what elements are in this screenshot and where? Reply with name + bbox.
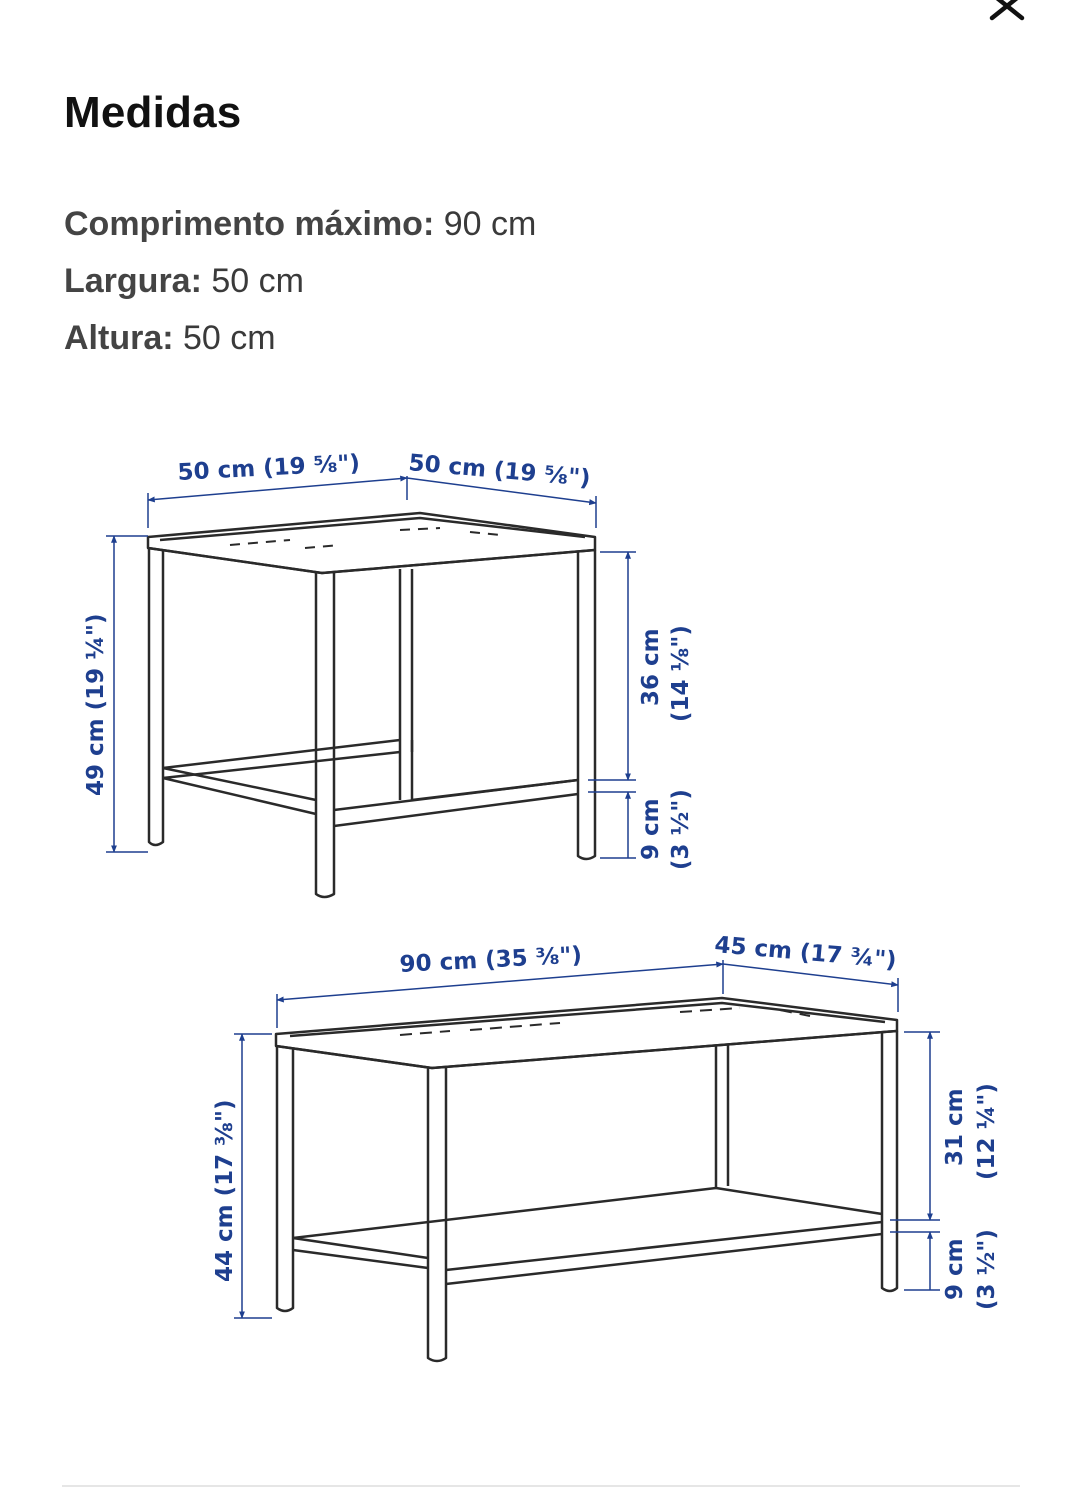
large-table-leg-height-in: (3 ½") — [974, 1229, 1000, 1310]
small-table-width-side: 50 cm (19 ⅝") — [407, 450, 592, 492]
small-table-total-height: 49 cm (19 ¼") — [83, 613, 109, 796]
large-table-upper-height-cm: 31 cm — [942, 1088, 968, 1166]
large-table-leg-height-cm: 9 cm — [942, 1238, 968, 1300]
small-table-leg-height-cm: 9 cm — [638, 798, 664, 860]
close-button[interactable] — [982, 0, 1034, 34]
small-table-upper-height-cm: 36 cm — [638, 628, 664, 706]
spec-height-label: Altura: — [64, 319, 174, 357]
spec-length-label: Comprimento máximo: — [64, 205, 435, 243]
spec-length — [64, 196, 536, 253]
small-table-drawing — [148, 513, 595, 897]
small-table-leg-height-in: (3 ½") — [668, 789, 694, 870]
dimension-specs — [64, 196, 536, 367]
spec-height — [64, 310, 536, 367]
bottom-divider — [62, 1485, 1020, 1487]
page-title: Medidas — [64, 88, 242, 137]
large-table-depth: 45 cm (17 ¾") — [713, 932, 898, 974]
small-table-upper-height-in: (14 ⅛") — [668, 625, 694, 722]
large-table-length: 90 cm (35 ⅜") — [398, 942, 583, 978]
large-table-upper-height-in: (12 ¼") — [974, 1083, 1000, 1180]
spec-width-value: 50 cm — [211, 262, 304, 300]
spec-height-value: 50 cm — [183, 319, 276, 357]
spec-length-value: 90 cm — [443, 205, 537, 243]
large-table-total-height: 44 cm (17 ⅜") — [212, 1099, 238, 1282]
spec-width-label: Largura: — [64, 262, 202, 300]
large-table-drawing — [276, 998, 897, 1361]
dimension-diagram — [0, 400, 1075, 1400]
small-table-width-front: 50 cm (19 ⅝") — [176, 450, 361, 486]
close-icon — [982, 0, 1034, 34]
spec-width — [64, 253, 536, 310]
